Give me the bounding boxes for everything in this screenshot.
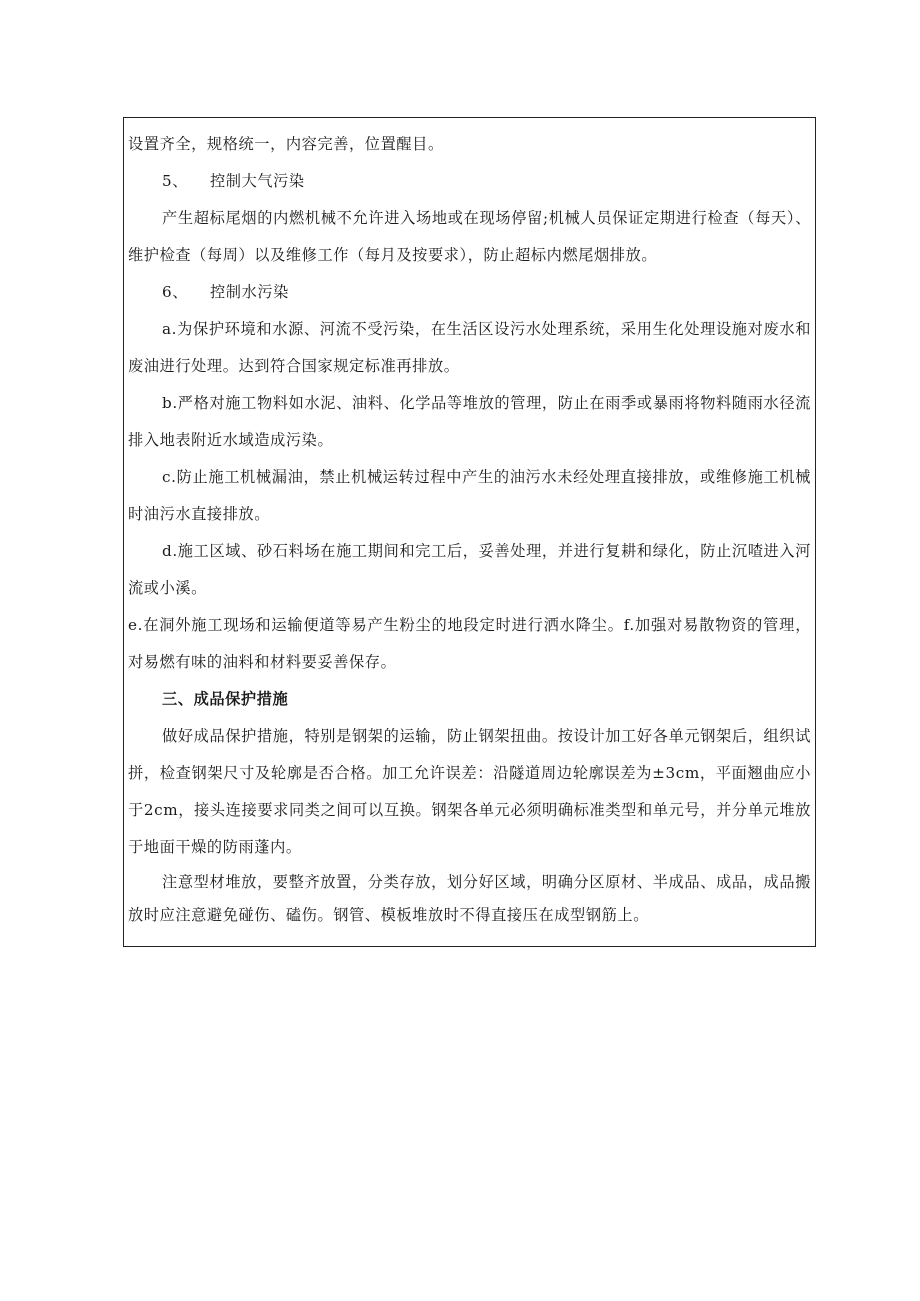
paragraph-intro-end: 设置齐全，规格统一，内容完善，位置醒目。: [128, 135, 444, 153]
paragraph-water-ef: e.在洞外施工现场和运输便道等易产生粉尘的地段定时进行洒水降尘。f.加强对易散物资的管理，对易燃有味的油料和材料要妥善保存。: [128, 616, 811, 671]
paragraph-water-d: d.施工区域、砂石料场在施工期间和完工后，妥善处理，并进行复耕和绿化，防止沉喳进入河流或小溪。: [128, 542, 811, 597]
heading-item-5: [128, 163, 811, 200]
heading-item-5-title: 控制大气污染: [210, 172, 305, 190]
section-3-title: 三、成品保护措施: [162, 690, 289, 708]
paragraph-product-protection-1: 做好成品保护措施，特别是钢架的运输，防止钢架扭曲。按设计加工好各单元钢架后，组织试拼，检查钢架尺寸及轮廓是否合格。加工允许误差：沿隧道周边轮廓误差为±3cm，平面翘曲应小于2cm，接头连接要求同类之间可以互换。钢架各单元必须明确标准类型和单元号，并分单元堆放于地面干燥的防雨蓬内。: [128, 727, 811, 856]
paragraph-water-a: a.为保护环境和水源、河流不受污染，在生活区设污水处理系统，采用生化处理设施对废水和废油进行处理。达到符合国家规定标准再排放。: [128, 320, 811, 375]
heading-item-6-number: 6、: [162, 283, 189, 301]
heading-item-6-title: 控制水污染: [210, 283, 289, 301]
paragraph-water-c: c.防止施工机械漏油，禁止机械运转过程中产生的油污水未经处理直接排放，或维修施工机械时油污水直接排放。: [128, 468, 811, 523]
document-table-cell: [123, 117, 816, 947]
paragraph-water-b: b.严格对施工物料如水泥、油料、化学品等堆放的管理，防止在雨季或暴雨将物料随雨水径流排入地表附近水域造成污染。: [128, 394, 811, 449]
paragraph-air-pollution: 产生超标尾烟的内燃机械不允许进入场地或在现场停留;机械人员保证定期进行检查（每天）、维护检查（每周）以及维修工作（每月及按要求），防止超标内燃尾烟排放。: [128, 209, 811, 264]
heading-item-6: [128, 274, 811, 311]
heading-item-5-number: 5、: [162, 172, 189, 190]
paragraph-product-protection-2: 注意型材堆放，要整齐放置，分类存放，划分好区域，明确分区原材、半成品、成品，成品搬放时应注意避免碰伤、磕伤。钢管、模板堆放时不得直接压在成型钢筋上。: [128, 873, 811, 924]
